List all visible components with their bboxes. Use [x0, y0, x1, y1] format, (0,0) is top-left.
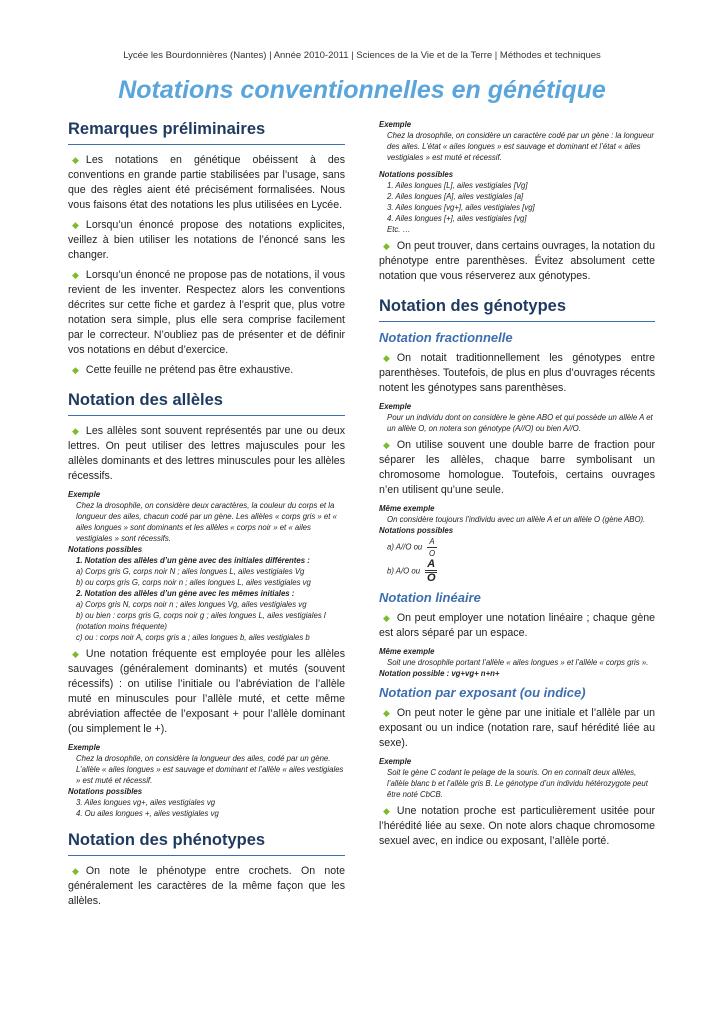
list-item: 4. Ailes longues [+], ailes vestigiales [vg]	[387, 214, 527, 223]
subsection-title-exposant: Notation par exposant (ou indice)	[379, 685, 586, 700]
example-block: Exemple Soit le gène C codant le pelage de la souris. On en connaît deux allèles, l’allèle blanc b et l’allèle gris B. Le génotype d’un individu hétérozygote peut être noté CbCB.	[379, 757, 648, 799]
diamond-bullet-icon: ◆	[72, 270, 79, 280]
list-item: 2. Ailes longues [A], ailes vestigiales [a]	[387, 192, 524, 201]
subsection-title-lineaire: Notation linéaire	[379, 590, 481, 605]
example-block: Exemple Chez la drosophile, on considère la longueur des ailes, codé par un gène. L’allèle « ailes longues » est sauvage et dominant et l’allèle « ailes vestigiales » est muté et récessif. Notations possibles 3. Ailes longues vg+, ailes vestigiales vg 4. Ou ailes longues +, ailes vestigiales vg	[68, 743, 344, 818]
paragraph: ◆ Les allèles sont souvent représentés par une ou deux lettres. On peut utiliser des lettres majuscules pour les allèles dominants et des lettres minuscules pour les allèles récessifs.	[68, 425, 345, 482]
subsection-title-fractionnelle: Notation fractionnelle	[379, 330, 513, 345]
section-title-genotypes: Notation des génotypes	[379, 297, 655, 322]
diamond-bullet-icon: ◆	[72, 365, 79, 375]
section-title-alleles: Notation des allèles	[68, 391, 345, 416]
list-item: a) Corps gris N, corps noir n ; ailes longues Vg, ailes vestigiales vg	[76, 600, 307, 609]
list-item: b) ou bien : corps gris G, corps noir g ; ailes longues L, ailes vestigiales l (notation moins fréquente)	[76, 611, 326, 631]
diamond-bullet-icon: ◆	[72, 866, 79, 876]
list-item: 1. Notation des allèles d’un gène avec des initiales différentes :	[76, 556, 310, 565]
page-title: Notations conventionnelles en génétique	[118, 76, 606, 104]
page-header: Lycée les Bourdonnières (Nantes) | Année 2010-2011 | Sciences de la Vie et de la Terre | Méthodes et techniques	[123, 50, 601, 61]
list-item: 4. Ou ailes longues +, ailes vestigiales vg	[76, 809, 219, 818]
list-item: c) ou : corps noir A, corps gris a ; ailes longues b, ailes vestigiales b	[76, 633, 310, 642]
paragraph: ◆ On peut trouver, dans certains ouvrages, la notation du phénotype entre parenthèses. Évitez absolument cette notation que vous réserverez aux génotypes.	[379, 240, 655, 282]
paragraph: ◆ On peut noter le gène par une initiale et l’allèle par un exposant ou un indice (notation rare, sauf hérédité liée au sexe).	[379, 707, 655, 749]
example-block: Même exemple Soit une drosophile portant l’allèle « ailes longues » et l’allèle « corps gris ». Notation possible : vg+vg+ n+n+	[379, 647, 649, 678]
fraction-notation: $\frac{A}{O}$	[428, 537, 436, 558]
diamond-bullet-icon: ◆	[72, 426, 79, 436]
paragraph: ◆ On peut employer une notation linéaire ; chaque gène est alors séparé par un espace.	[379, 612, 655, 639]
paragraph: ◆ Les notations en génétique obéissent à des conventions en grande partie stabilisées par l’usage, sans que des règles aient été précisément formalisées. Nous vous faisons état des notations les plus utilisées en Lycée.	[68, 154, 345, 211]
paragraph: ◆ On note le phénotype entre crochets. On note généralement les caractères de la même façon que les allèles.	[68, 865, 345, 907]
paragraph: ◆ Lorsqu’un énoncé propose des notations explicites, veillez à bien utiliser les notations de l’énoncé sans les changer.	[68, 219, 345, 261]
diamond-bullet-icon: ◆	[383, 440, 390, 450]
diamond-bullet-icon: ◆	[72, 220, 79, 230]
list-item: 2. Notation des allèles d’un gène avec les mêmes initiales :	[76, 589, 295, 598]
list-item: 3. Ailes longues vg+, ailes vestigiales vg	[76, 798, 216, 807]
diamond-bullet-icon: ◆	[383, 241, 390, 251]
example-block: Exemple Chez la drosophile, on considère un caractère codé par un gène : la longueur des ailes. L’état « ailes longues » est sauvage et dominant et l’état « ailes vestigiales » est muté et récessif. Notations possibles 1. Ailes longues [L], ailes vestigiales [Vg] 2. Ailes longues [A], ailes vestigiales [a] 3. Ailes longues [vg+], ailes vestigiales [vg] 4. Ailes longues [+], ailes vestigiales [vg] Etc. …	[379, 120, 655, 234]
diamond-bullet-icon: ◆	[383, 613, 390, 623]
paragraph: ◆ Lorsqu’un énoncé ne propose pas de notations, il vous revient de les inventer. Respectez alors les conventions décrites sur cette fiche et gardez à l’esprit que, plus votre notation sera simple, plus elle sera comprise facilement par le correcteur. N’oubliez pas de présenter et de définir vos notations en début d’exercice.	[68, 269, 345, 356]
right-column	[379, 119, 655, 854]
example-block: Exemple Chez la drosophile, on considère deux caractères, la couleur du corps et la longueur des ailes, chacun codé par un gène. Les allèles « corps gris » et « ailes longues » sont dominants et les allèles « corps noir » et « ailes vestigiales » sont récessifs. Notations possibles 1. Notation des allèles d’un gène avec des initiales différentes : a) Corps gris G, corps noir N ; ailes longues L, ailes vestigiales Vg b) ou corps gris G, corps noir n ; ailes longues L, ailes vestigiales vg 2. Notation des allèles d’un gène avec les mêmes initiales : a) Corps gris N, corps noir n ; ailes longues Vg, ailes vestigiales vg b) ou bien : corps gris G, corps noir g ; ailes longues L, ailes vestigiales l (notation moins fréquente) c) ou : corps noir A, corps gris a ; ailes longues b, ailes vestigiales b	[68, 489, 345, 643]
paragraph: ◆ Une notation proche est particulièrement usitée pour l’hérédité liée au sexe. On note alors chaque chromosome sexuel avec, en indice ou exposant, l’allèle porté.	[379, 805, 655, 847]
paragraph: ◆ Cette feuille ne prétend pas être exhaustive.	[72, 364, 294, 376]
paragraph: ◆ On notait traditionnellement les génotypes entre parenthèses. Toutefois, de plus en plus d’ouvrages récents notent les génotypes sans parenthèses.	[379, 352, 656, 394]
paragraph: ◆ On utilise souvent une double barre de fraction pour séparer les allèles, chaque barre symbolisant un chromosome homologue. Toutefois, certains ouvrages n’en utilisent qu’une seule.	[379, 439, 655, 496]
section-title-remarques: Remarques préliminaires	[68, 120, 345, 145]
left-column	[68, 120, 345, 914]
list-item: b) ou corps gris G, corps noir n ; ailes longues L, ailes vestigiales vg	[76, 578, 311, 587]
section-title-phenotypes: Notation des phénotypes	[68, 831, 345, 856]
paragraph: ◆ Une notation fréquente est employée pour les allèles sauvages (généralement dominants) et mutés (souvent récessifs) : on utilise l’initiale ou l’abréviation de l’allèle muté en minuscules pour l’allèle muté, et cette même abréviation affectée de l’exposant + pour l’allèle dominant (ou simplement le +).	[68, 648, 345, 735]
list-item: a) Corps gris G, corps noir N ; ailes longues L, ailes vestigiales Vg	[76, 567, 305, 576]
list-item: Etc. …	[387, 225, 411, 234]
diamond-bullet-icon: ◆	[72, 649, 79, 659]
diamond-bullet-icon: ◆	[72, 155, 79, 165]
diamond-bullet-icon: ◆	[383, 806, 390, 816]
example-block: Même exemple On considère toujours l’individu avec un allèle A et un allèle O (gène ABO). Notations possibles a) A//O ou $\frac{A}{O}$ b) A/O ou $\frac{A}{O}$	[379, 504, 646, 584]
fraction-notation-double: $\frac{A}{O}$	[426, 558, 436, 584]
list-item: 1. Ailes longues [L], ailes vestigiales [Vg]	[387, 181, 528, 190]
diamond-bullet-icon: ◆	[383, 708, 390, 718]
example-block: Exemple Pour un individu dont on considère le gène ABO et qui possède un allèle A et un allèle O, on notera son génotype (A//O) ou bien A//O.	[379, 402, 653, 433]
list-item: 3. Ailes longues [vg+], ailes vestigiales [vg]	[387, 203, 535, 212]
diamond-bullet-icon: ◆	[383, 353, 390, 363]
